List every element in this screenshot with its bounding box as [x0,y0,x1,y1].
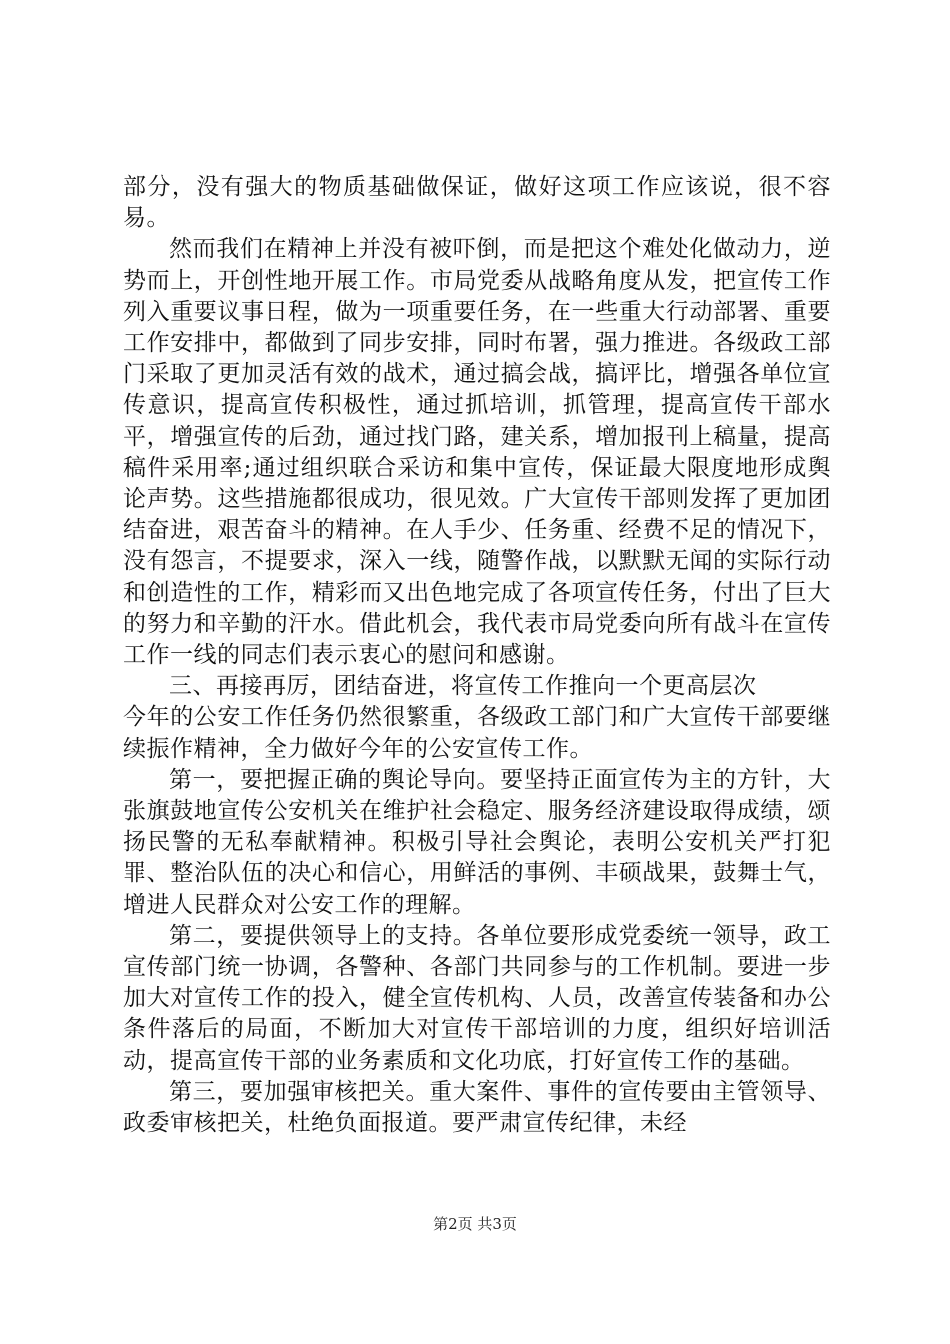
section-heading-3: 三、再接再厉，团结奋进，将宣传工作推向一个更高层次 [169,673,757,700]
paragraph-4: 今年的公安工作任务仍然很繁重，各级政工部门和广大宣传干部要继续振作精神，全力做好今年的公安宣传工作。 [123,704,831,762]
paragraph-point-1: 第一，要把握正确的舆论导向。要坚持正面宣传为主的方针，大张旗鼓地宣传公安机关在维护社会稳定、服务经济建设取得成绩，颂扬民警的无私奉献精神。积极引导社会舆论，表明公安机关严打犯罪、整治队伍的决心和信心，用鲜活的事例、丰硕战果，鼓舞士气，增进人民群众对公安工作的理解。 [123,766,831,918]
paragraph-point-2: 第二，要提供领导上的支持。各单位要形成党委统一领导，政工宣传部门统一协调，各警种、各部门共同参与的工作机制。要进一步加大对宣传工作的投入，健全宣传机构、人员，改善宣传装备和办公条件落后的局面，不断加大对宣传干部培训的力度，组织好培训活动，提高宣传干部的业务素质和文化功底，打好宣传工作的基础。 [123,922,831,1074]
paragraph-1: 部分，没有强大的物质基础做保证，做好这项工作应该说，很不容易。 [123,174,831,232]
paragraph-2: 然而我们在精神上并没有被吓倒，而是把这个难处化做动力，逆势而上，开创性地开展工作。市局党委从战略角度从发，把宣传工作列入重要议事日程，做为一项重要任务，在一些重大行动部署、重要工作安排中，都做到了同步安排，同时布署，强力推进。各级政工部门采取了更加灵活有效的战术，通过搞会战，搞评比，增强各单位宣传意识，提高宣传积极性，通过抓培训，抓管理，提高宣传干部水平，增强宣传的后劲，通过找门路，建关系，增加报刊上稿量，提高稿件采用率;通过组织联合采访和集中宣传，保证最大限度地形成舆论声势。这些措施都很成功，很见效。广大宣传干部则发挥了更加团结奋进，艰苦奋斗的精神。在人手少、任务重、经费不足的情况下，没有怨言，不提要求，深入一线，随警作战，以默默无闻的实际行动和创造性的工作，精彩而又出色地完成了各项宣传任务，付出了巨大的努力和辛勤的汗水。借此机会，我代表市局党委向所有战斗在宣传工作一线的同志们表示衷心的慰问和感谢。 [123,236,831,669]
document-body [123,172,831,1139]
page-number-footer: 第2页 共3页 [433,1215,517,1233]
paragraph-point-3: 第三，要加强审核把关。重大案件、事件的宣传要由主管领导、政委审核把关，杜绝负面报道。要严肃宣传纪律，未经 [123,1078,831,1137]
